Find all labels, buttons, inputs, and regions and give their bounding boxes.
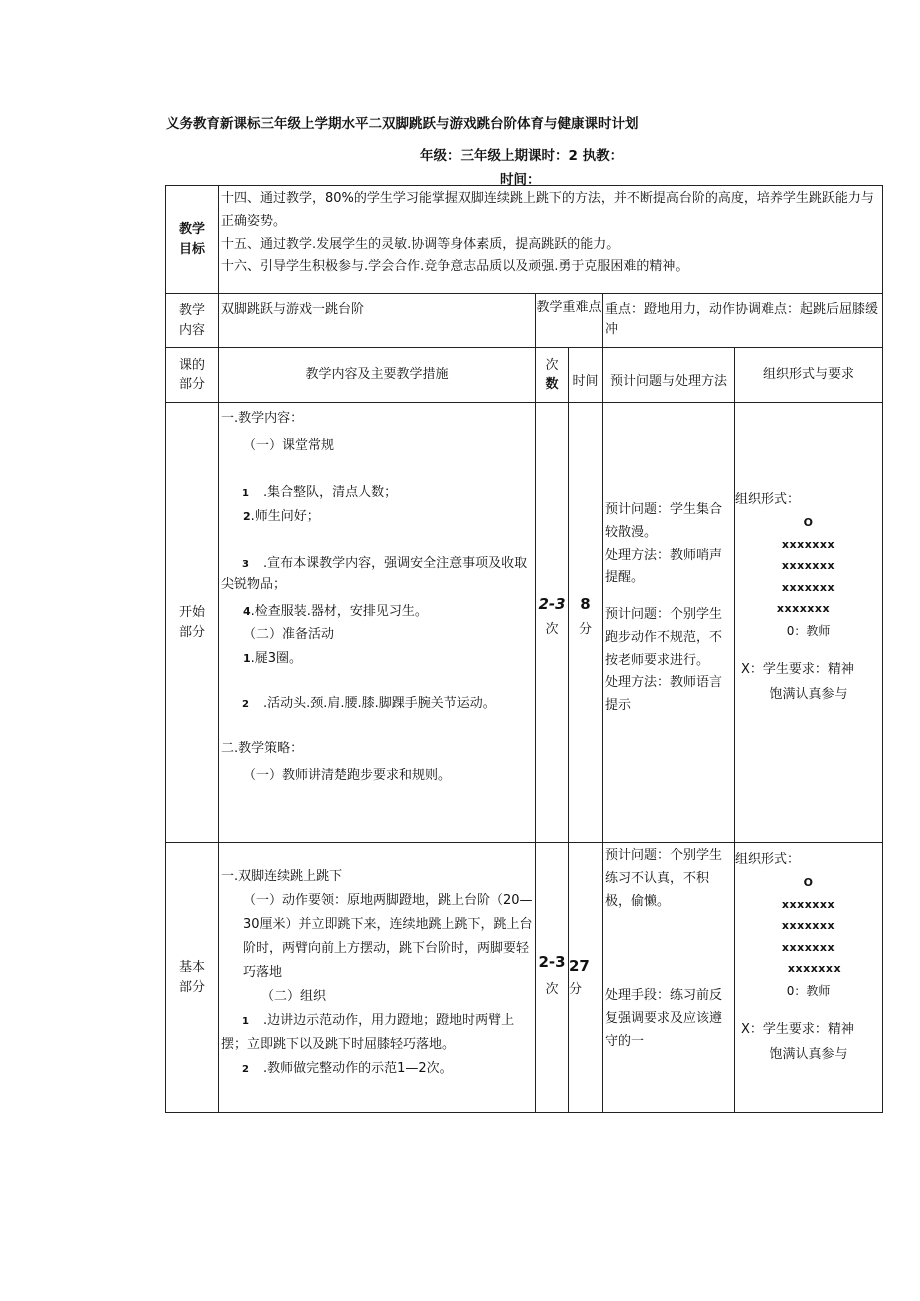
basic-time: 27 分 <box>569 843 603 1113</box>
student-row: xxxxxxx <box>787 962 842 976</box>
content-row <box>166 294 883 348</box>
goals-text <box>219 186 883 294</box>
start-org: 组织形式： O xxxxxxx xxxxxxx xxxxxxx xxxxxxx 0：教师 X：学生要求：精神 饱满认真参与 <box>735 403 883 843</box>
student-row: xxxxxxx <box>781 940 836 954</box>
col-org: 组织形式与要求 <box>735 348 883 403</box>
start-part-label: 开始 部分 <box>166 403 219 843</box>
goals-label: 教学 目标 <box>166 186 219 294</box>
student-row: xxxxxxx <box>776 602 831 616</box>
key-points-text: 重点：蹬地用力，动作协调难点：起跳后屈膝缓冲 <box>603 294 883 348</box>
goal-3: 十六、引导学生积极参与.学会合作.竞争意志品质以及顽强.勇于克服困难的精神。 <box>221 259 689 275</box>
student-row: xxxxxxx <box>781 919 836 933</box>
meta-grade-line: 年级：三年级上期课时：2 执教： <box>420 148 624 164</box>
basic-count: 2-3 次 <box>536 843 569 1113</box>
basic-issues: 预计问题：个别学生练习不认真，不积极，偷懒。 处理手段：练习前反复强调要求及应该遵守的一 <box>603 843 735 1113</box>
basic-org: 组织形式： O xxxxxxx xxxxxxx xxxxxxx xxxxxxx 0：教师 X：学生要求：精神 饱满认真参与 <box>735 843 883 1113</box>
document-title: 义务教育新课标三年级上学期水平二双脚跳跃与游戏跳台阶体育与健康课时计划 <box>166 116 639 132</box>
teacher-marker: O <box>803 516 814 530</box>
basic-part-label: 基本 部分 <box>166 843 219 1113</box>
start-time: 8 分 <box>569 403 603 843</box>
start-section-row <box>166 403 883 843</box>
content-text: 双脚跳跃与游戏一跳台阶 <box>219 294 536 348</box>
key-points-label: 教学重难点 <box>536 294 603 348</box>
start-issues: 预计问题：学生集合较散漫。 处理方法：教师哨声提醒。 预计问题：个别学生跑步动作不规范，不按老师要求进行。 处理方法：教师语言提示 <box>603 403 735 843</box>
basic-content: 一.双脚连续跳上跳下 （一）动作要领：原地两脚蹬地，跳上台阶（20—30厘米）并立即跳下来，连续地跳上跳下，跳上台阶时，两臂向前上方摆动，跳下台阶时，两脚要轻巧落地 （二）组织 1 .边讲边示范动作，用力蹬地；蹬地时两臂上摆；立即跳下以及跳下时屈膝轻巧落地。 2 .教师做完整动作的示范1—2次。 <box>219 843 536 1113</box>
goal-1: 十四、通过教学，80%的学生学习能掌握双脚连续跳上跳下的方法，并不断提高台阶的高度，培养学生跳跃能力与正确姿势。 <box>221 191 874 229</box>
column-header-row <box>166 348 883 403</box>
col-time: 时间 <box>569 348 603 403</box>
goals-row <box>166 186 883 294</box>
basic-section-row <box>166 843 883 1113</box>
lesson-plan-table <box>165 185 883 1113</box>
student-row: xxxxxxx <box>781 897 836 911</box>
start-count: 2-3 次 <box>536 403 569 843</box>
meta-time-line: 时间： <box>500 172 541 188</box>
student-row: xxxxxxx <box>781 580 836 594</box>
goal-2: 十五、通过教学.发展学生的灵敏.协调等身体素质，提高跳跃的能力。 <box>221 236 620 252</box>
student-row: xxxxxxx <box>781 537 836 551</box>
col-part: 课的 部分 <box>166 348 219 403</box>
col-count: 次 数 <box>536 348 569 403</box>
start-content: 一.教学内容： （一）课堂常规 1 .集合整队，清点人数； 2.师生问好； 3 .宣布本课教学内容，强调安全注意事项及收取尖锐物品； 4.检查服装.器材，安排见习生。 （二）准备活动 1.屣3圈。 2 .活动头.颈.肩.腰.膝.脚踝手腕关节运动。 二.教学策略： （一）教师讲清楚跑步要求和规则。 <box>219 403 536 843</box>
col-content: 教学内容及主要教学措施 <box>219 348 536 403</box>
content-label: 教学 内容 <box>166 294 219 348</box>
student-row: xxxxxxx <box>781 559 836 573</box>
col-issues: 预计问题与处理方法 <box>603 348 735 403</box>
teacher-marker: O <box>803 876 814 890</box>
